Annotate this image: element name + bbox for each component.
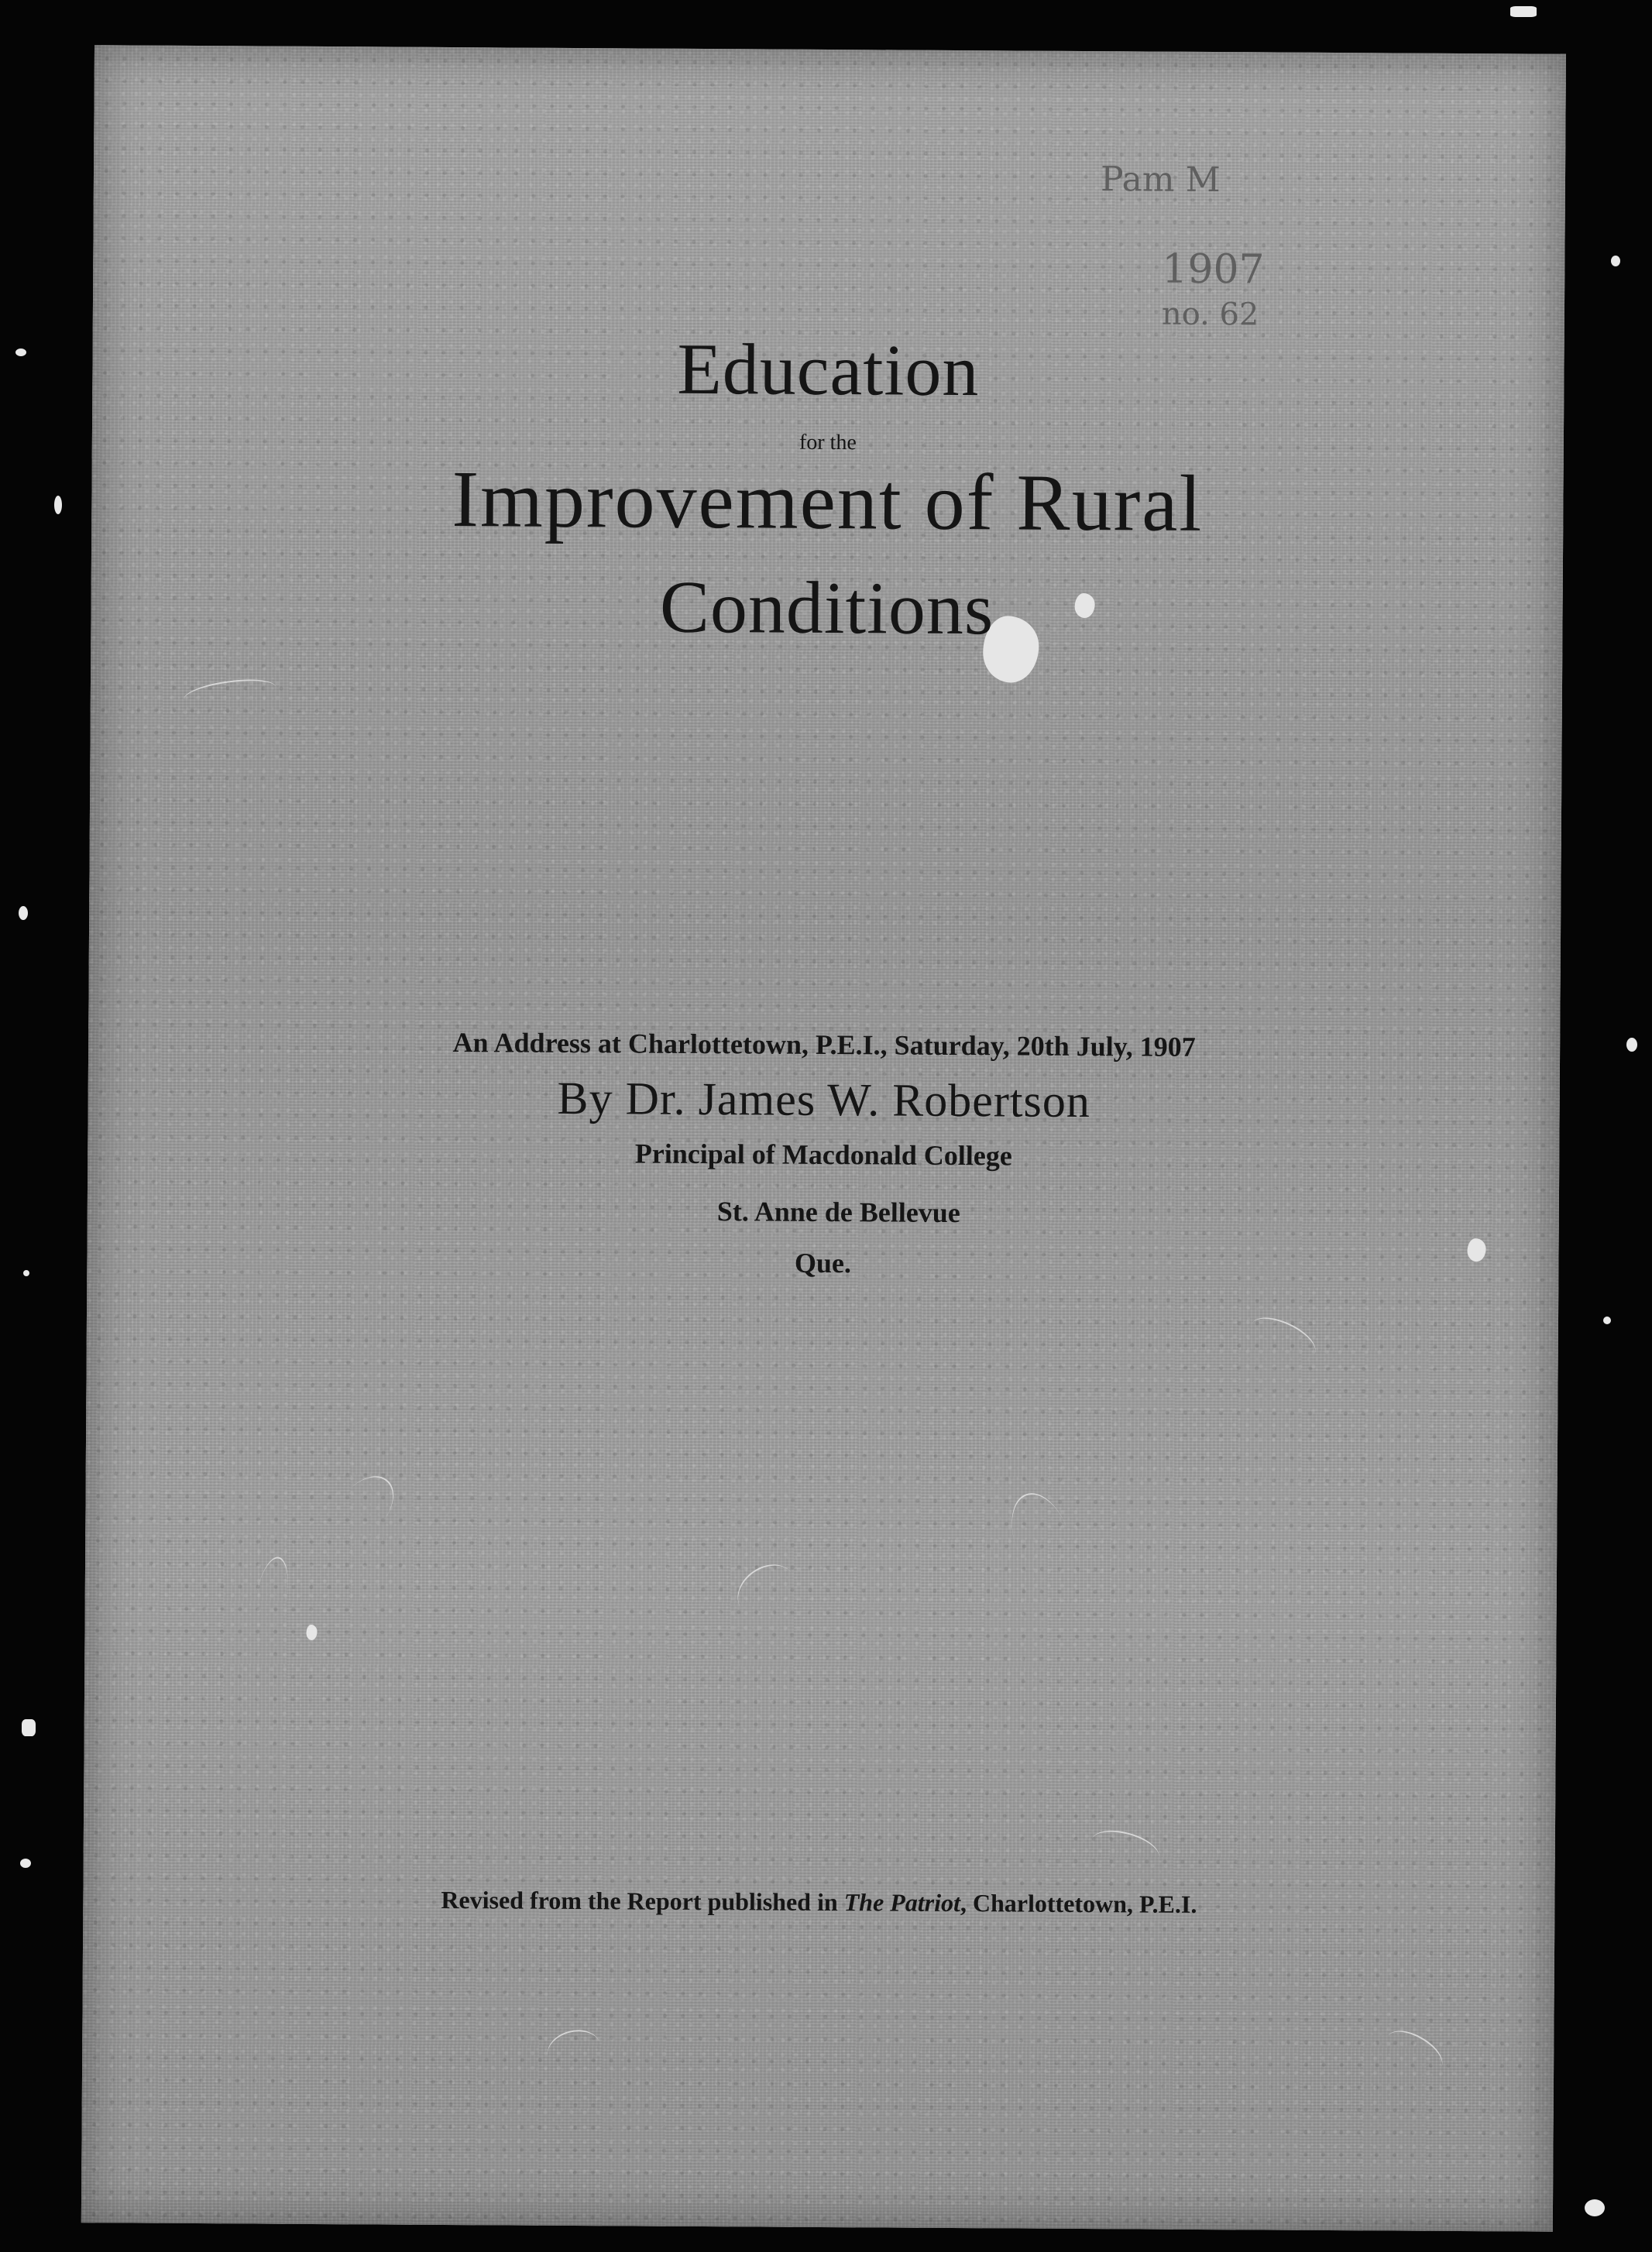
border-speck	[1626, 1038, 1637, 1052]
border-speck	[1585, 2199, 1605, 2216]
border-speck	[1603, 1317, 1611, 1324]
paper-fiber	[543, 2024, 606, 2077]
paper-fiber	[1245, 1309, 1321, 1368]
border-speck	[20, 1859, 31, 1868]
revised-suffix: , Charlottetown, P.E.I.	[960, 1889, 1197, 1918]
border-speck	[19, 906, 28, 920]
revised-note	[83, 1883, 1554, 1921]
paper-fiber	[1001, 1485, 1084, 1591]
paper-fiber	[324, 1465, 405, 1550]
border-speck	[54, 496, 62, 514]
affiliation-place: St. Anne de Bellevue	[716, 1196, 960, 1229]
affiliation-position: Principal of Macdonald College	[634, 1138, 1012, 1172]
pamphlet-cover	[81, 45, 1566, 2232]
revised-prefix: Revised from the Report published in	[441, 1885, 838, 1917]
paper-fiber	[1087, 1824, 1163, 1873]
title-conditions: Conditions	[659, 565, 994, 651]
title-education: Education	[677, 328, 980, 412]
paper-fiber	[727, 1553, 805, 1628]
border-speck	[22, 1719, 36, 1736]
handwritten-catalog-note: Pam M 1907 no. 62	[1100, 160, 1265, 333]
affiliation-province: Que.	[794, 1247, 852, 1279]
paper-blotch	[306, 1625, 317, 1640]
border-speck	[1510, 6, 1537, 17]
author-line: By Dr. James W. Robertson	[557, 1072, 1091, 1128]
border-speck	[23, 1270, 29, 1276]
address-line: An Address at Charlottetown, P.E.I., Saturday, 20th July, 1907	[452, 1027, 1196, 1062]
paper-fiber	[248, 1554, 294, 1645]
revised-publication: The Patriot	[843, 1888, 961, 1917]
title-improvement: Improvement of Rural	[452, 455, 1204, 548]
paper-fiber	[182, 675, 277, 712]
border-speck	[15, 348, 26, 356]
paper-fiber	[1379, 2022, 1449, 2082]
title-connector: for the	[799, 430, 857, 455]
border-speck	[1611, 256, 1620, 266]
